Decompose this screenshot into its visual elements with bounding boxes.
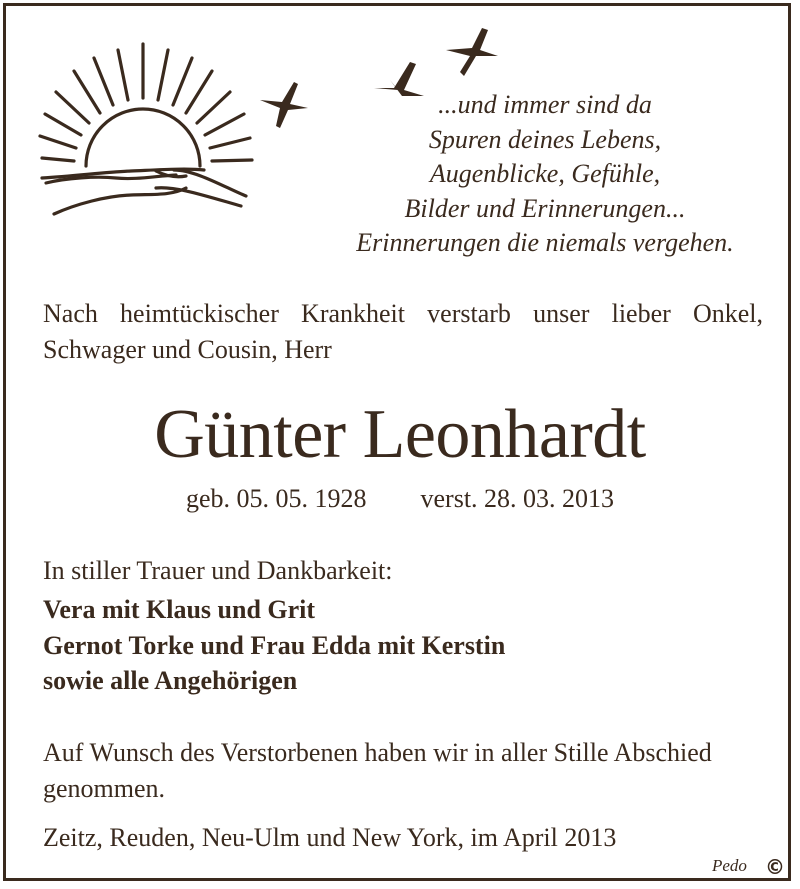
birth-date: geb. 05. 05. 1928 <box>185 484 367 513</box>
sunrise-hands-icon <box>36 38 268 220</box>
poem-line: ...und immer sind da <box>438 90 652 119</box>
poem-line: Erinnerungen die niemals vergehen. <box>356 228 734 257</box>
deceased-name: Günter Leonhardt <box>154 396 646 473</box>
death-date: verst. 28. 03. 2013 <box>420 484 615 513</box>
poem-line: Bilder und Erinnerungen... <box>404 193 686 223</box>
mourner-line: sowie alle Angehörigen <box>43 666 298 695</box>
farewell-note: Auf Wunsch des Verstorbenen haben wir in aller Stille Abschied genommen. <box>43 738 712 803</box>
mourning-intro: In stiller Trauer und Dankbarkeit: <box>43 556 393 585</box>
poem-line: Augenblicke, Gefühle, <box>429 159 661 188</box>
copyright-mark: © <box>765 855 785 879</box>
announcement <box>43 296 763 368</box>
announcement-line: Nach heimtückischer Krankheit verstarb unser lieber Onkel, <box>43 299 763 328</box>
crane-bird-icon <box>444 26 500 78</box>
announcement-line: Schwager und Cousin, Herr <box>43 335 332 364</box>
mourner-line: Vera mit Klaus und Grit <box>43 595 316 624</box>
mourner-line: Gernot Torke und Frau Edda mit Kerstin <box>43 630 506 660</box>
life-dates <box>0 481 800 517</box>
designer-credit: Pedo <box>712 856 747 875</box>
mourners-list <box>43 592 505 699</box>
poem-line: Spuren deines Lebens, <box>428 124 662 154</box>
poem <box>330 88 760 261</box>
place-date: Zeitz, Reuden, Neu-Ulm und New York, im April 2013 <box>43 823 617 852</box>
crane-bird-icon <box>258 78 312 130</box>
